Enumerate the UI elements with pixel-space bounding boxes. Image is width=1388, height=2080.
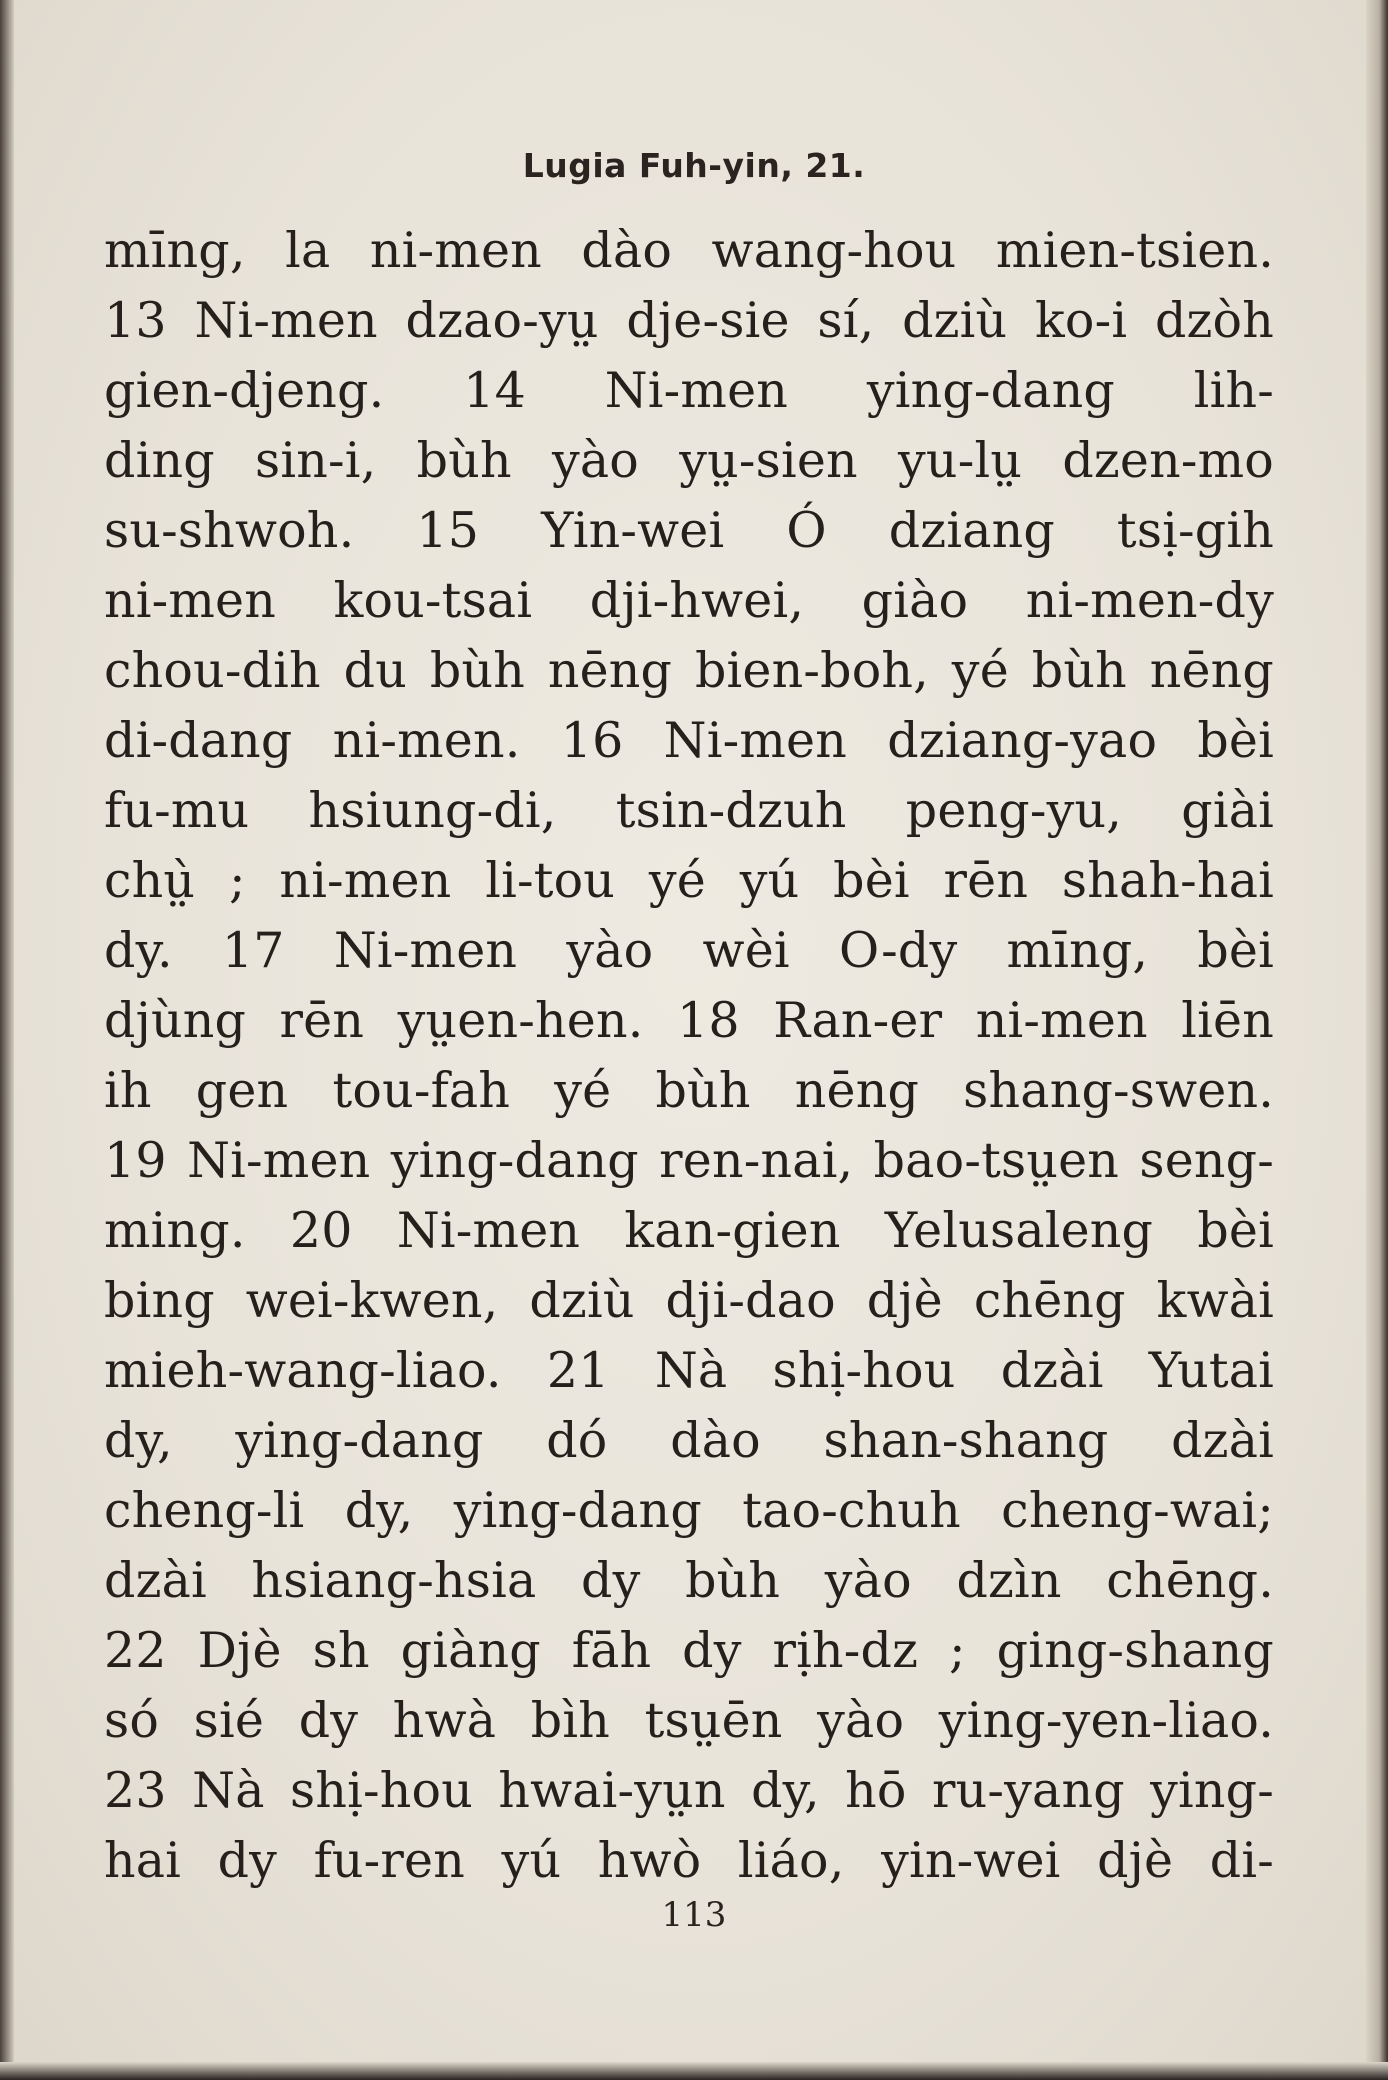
text-line: djùng rēn yṳen-hen. 18 Ran-er ni-men liēn — [104, 992, 1274, 1049]
text-line: fu-mu hsiung-di, tsin-dzuh peng-yu, giài — [104, 782, 1274, 839]
page-shadow-left — [0, 0, 14, 2080]
text-line: 19 Ni-men ying-dang ren-nai, bao-tsṳen seng- — [104, 1132, 1274, 1189]
text-line: chou-dih du bùh nēng bien-boh, yé bùh nēng — [104, 642, 1274, 699]
page-number: 113 — [661, 1895, 727, 1935]
text-line: gien-djeng. 14 Ni-men ying-dang lih- — [104, 362, 1274, 419]
text-line: chṳ̀ ; ni-men li-tou yé yú bèi rēn shah-hai — [104, 852, 1274, 909]
page-edge-bottom — [0, 2062, 1388, 2080]
text-line: 22 Djè sh giàng fāh dy rịh-dz ; ging-shang — [104, 1622, 1274, 1679]
text-line: su-shwoh. 15 Yin-wei Ó dziang tsị-gih — [104, 502, 1274, 559]
running-head: Lugia Fuh-yin, 21. — [522, 146, 866, 185]
text-line: ih gen tou-fah yé bùh nēng shang-swen. — [104, 1062, 1274, 1119]
text-line: mīng, la ni-men dào wang-hou mien-tsien. — [104, 222, 1274, 279]
text-line: 23 Nà shị-hou hwai-yṳn dy, hō ru-yang ying- — [104, 1762, 1274, 1819]
body-text — [104, 216, 1274, 1896]
text-line: dzài hsiang-hsia dy bùh yào dzìn chēng. — [104, 1552, 1274, 1609]
text-line: di-dang ni-men. 16 Ni-men dziang-yao bèi — [104, 712, 1274, 769]
page-edge-right — [1366, 0, 1388, 2080]
text-line: ding sin-i, bùh yào yṳ-sien yu-lṳ dzen-mo — [104, 432, 1274, 489]
text-line: dy, ying-dang dó dào shan-shang dzài — [104, 1412, 1274, 1469]
text-line: 13 Ni-men dzao-yṳ dje-sie sí, dziù ko-i dzòh — [104, 292, 1274, 349]
text-line: dy. 17 Ni-men yào wèi O-dy mīng, bèi — [104, 922, 1274, 979]
text-line: ming. 20 Ni-men kan-gien Yelusaleng bèi — [104, 1202, 1274, 1259]
text-line: cheng-li dy, ying-dang tao-chuh cheng-wai; — [104, 1482, 1274, 1539]
text-line: hai dy fu-ren yú hwò liáo, yin-wei djè di- — [104, 1832, 1274, 1889]
text-line: só sié dy hwà bìh tsṳēn yào ying-yen-liao. — [104, 1692, 1274, 1749]
text-line: ni-men kou-tsai dji-hwei, giào ni-men-dy — [104, 572, 1274, 629]
text-line: mieh-wang-liao. 21 Nà shị-hou dzài Yutai — [104, 1342, 1274, 1399]
text-line: bing wei-kwen, dziù dji-dao djè chēng kwài — [104, 1272, 1274, 1329]
